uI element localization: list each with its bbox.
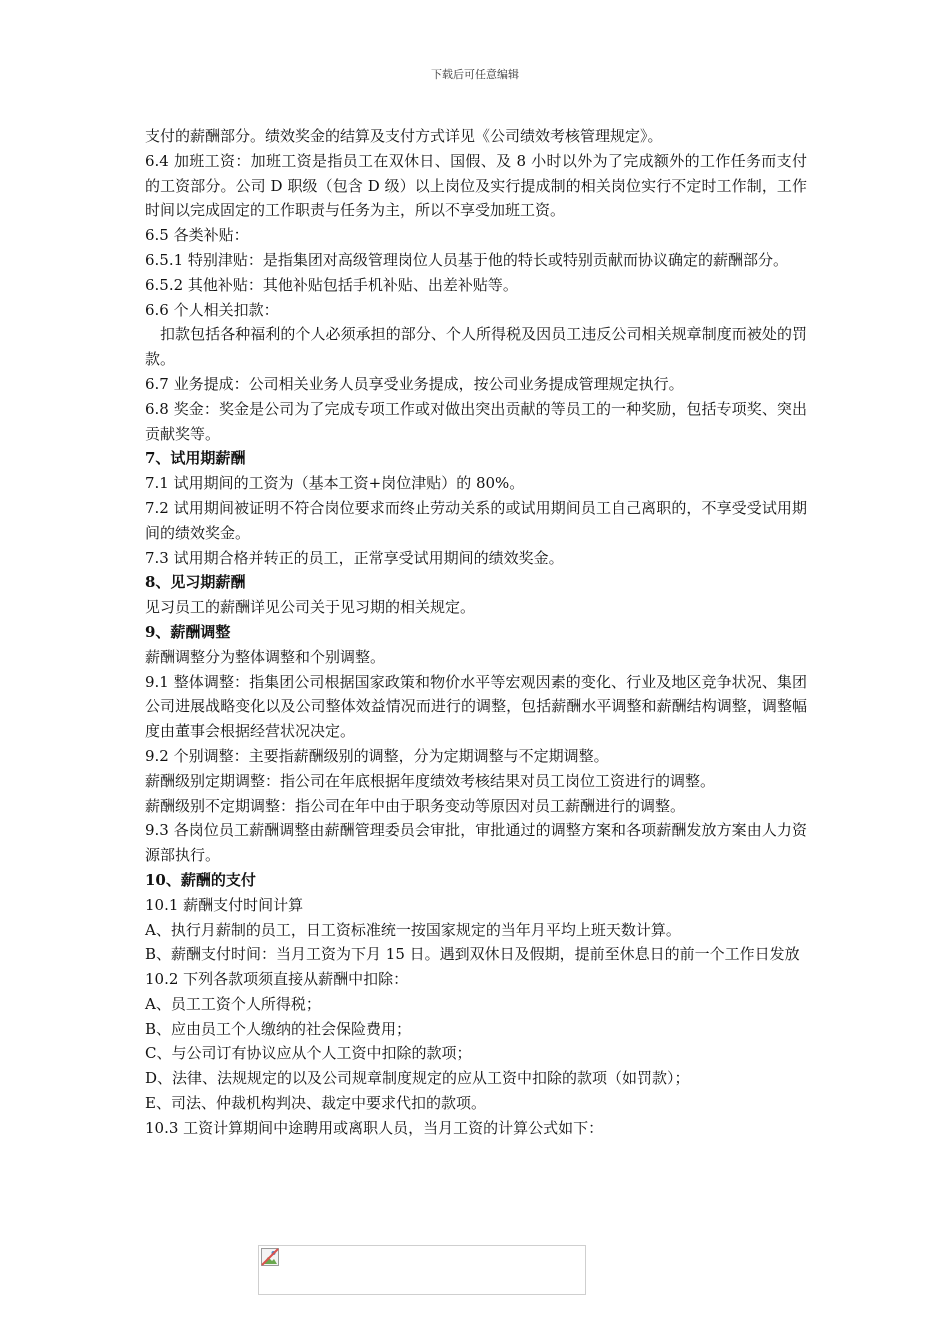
paragraph: 6.4 加班工资：加班工资是指员工在双休日、国假、及 8 小时以外为了完成额外的工作任务而支付的工资部分。公司 D 职级（包含 D 级）以上岗位及实行提成制的相关岗位实行不定时工作制，工作时间以完成固定的工作职责与任务为主，所以不享受加班工资。 xyxy=(145,151,807,220)
paragraph: 10.3 工资计算期间中途聘用或离职人员，当月工资的计算公式如下： xyxy=(145,1118,604,1137)
section-heading: 7、试用期薪酬 xyxy=(145,449,246,468)
paragraph: 6.5 各类补贴： xyxy=(145,226,249,245)
paragraph: D、法律、法规规定的以及公司规章制度规定的应从工资中扣除的款项（如罚款）； xyxy=(145,1069,690,1088)
page-header: 下载后可任意编辑 xyxy=(431,68,519,81)
paragraph: 6.8 奖金：奖金是公司为了完成专项工作或对做出突出贡献的等员工的一种奖励，包括专项奖、突出贡献奖等。 xyxy=(145,399,807,443)
paragraph: 9.2 个别调整：主要指薪酬级别的调整，分为定期调整与不定期调整。 xyxy=(145,746,609,765)
paragraph: 6.5.2 其他补贴：其他补贴包括手机补贴、出差补贴等。 xyxy=(145,275,518,294)
paragraph: 10.1 薪酬支付时间计算 xyxy=(145,895,304,914)
paragraph: 见习员工的薪酬详见公司关于见习期的相关规定。 xyxy=(145,598,476,617)
paragraph: 9.3 各岗位员工薪酬调整由薪酬管理委员会审批，审批通过的调整方案和各项薪酬发放方案由人力资源部执行。 xyxy=(145,821,807,865)
paragraph: 扣款包括各种福利的个人必须承担的部分、个人所得税及因员工违反公司相关规章制度而被处的罚款。 xyxy=(145,325,807,369)
section-heading: 9、薪酬调整 xyxy=(145,622,231,641)
paragraph: 7.2 试用期间被证明不符合岗位要求而终止劳动关系的或试用期间员工自己离职的，不享受受试用期间的绩效奖金。 xyxy=(145,498,807,542)
paragraph: 支付的薪酬部分。绩效奖金的结算及支付方式详见《公司绩效考核管理规定》。 xyxy=(145,127,663,145)
paragraph: C、与公司订有协议应从个人工资中扣除的款项； xyxy=(145,1044,472,1063)
paragraph: 6.7 业务提成：公司相关业务人员享受业务提成，按公司业务提成管理规定执行。 xyxy=(145,374,684,393)
paragraph: 9.1 整体调整：指集团公司根据国家政策和物价水平等宏观因素的变化、行业及地区竞争状况、集团公司进展战略变化以及公司整体效益情况而进行的调整，包括薪酬水平调整和薪酬结构调整，调整幅度由董事会根据经营状况决定。 xyxy=(145,672,807,741)
paragraph: A、执行月薪制的员工，日工资标准统一按国家规定的当年月平均上班天数计算。 xyxy=(145,920,681,939)
document-body xyxy=(145,124,807,1141)
section-heading: 8、见习期薪酬 xyxy=(145,573,246,592)
section-heading: 10、薪酬的支付 xyxy=(145,870,256,889)
paragraph: B、应由员工个人缴纳的社会保险费用； xyxy=(145,1019,412,1038)
paragraph: 10.2 下列各款项须直接从薪酬中扣除： xyxy=(145,970,409,989)
paragraph: A、员工工资个人所得税； xyxy=(145,994,321,1013)
paragraph: 薪酬级别不定期调整：指公司在年中由于职务变动等原因对员工薪酬进行的调整。 xyxy=(145,796,686,815)
paragraph: 6.5.1 特别津贴：是指集团对高级管理岗位人员基于他的特长或特别贡献而协议确定的薪酬部分。 xyxy=(145,250,788,269)
formula-image-placeholder xyxy=(258,1245,586,1295)
paragraph: 7.3 试用期合格并转正的员工，正常享受试用期间的绩效奖金。 xyxy=(145,548,564,567)
paragraph: 薪酬级别定期调整：指公司在年底根据年度绩效考核结果对员工岗位工资进行的调整。 xyxy=(145,771,716,790)
paragraph: 7.1 试用期间的工资为（基本工资+岗位津贴）的 80%。 xyxy=(145,474,525,493)
paragraph: B、薪酬支付时间：当月工资为下月 15 日。遇到双休日及假期，提前至休息日的前一个工作日发放 xyxy=(145,945,800,964)
paragraph: E、司法、仲裁机构判决、裁定中要求代扣的款项。 xyxy=(145,1094,486,1113)
paragraph: 6.6 个人相关扣款： xyxy=(145,300,279,319)
paragraph: 薪酬调整分为整体调整和个别调整。 xyxy=(145,647,386,666)
broken-image-icon xyxy=(261,1248,279,1266)
